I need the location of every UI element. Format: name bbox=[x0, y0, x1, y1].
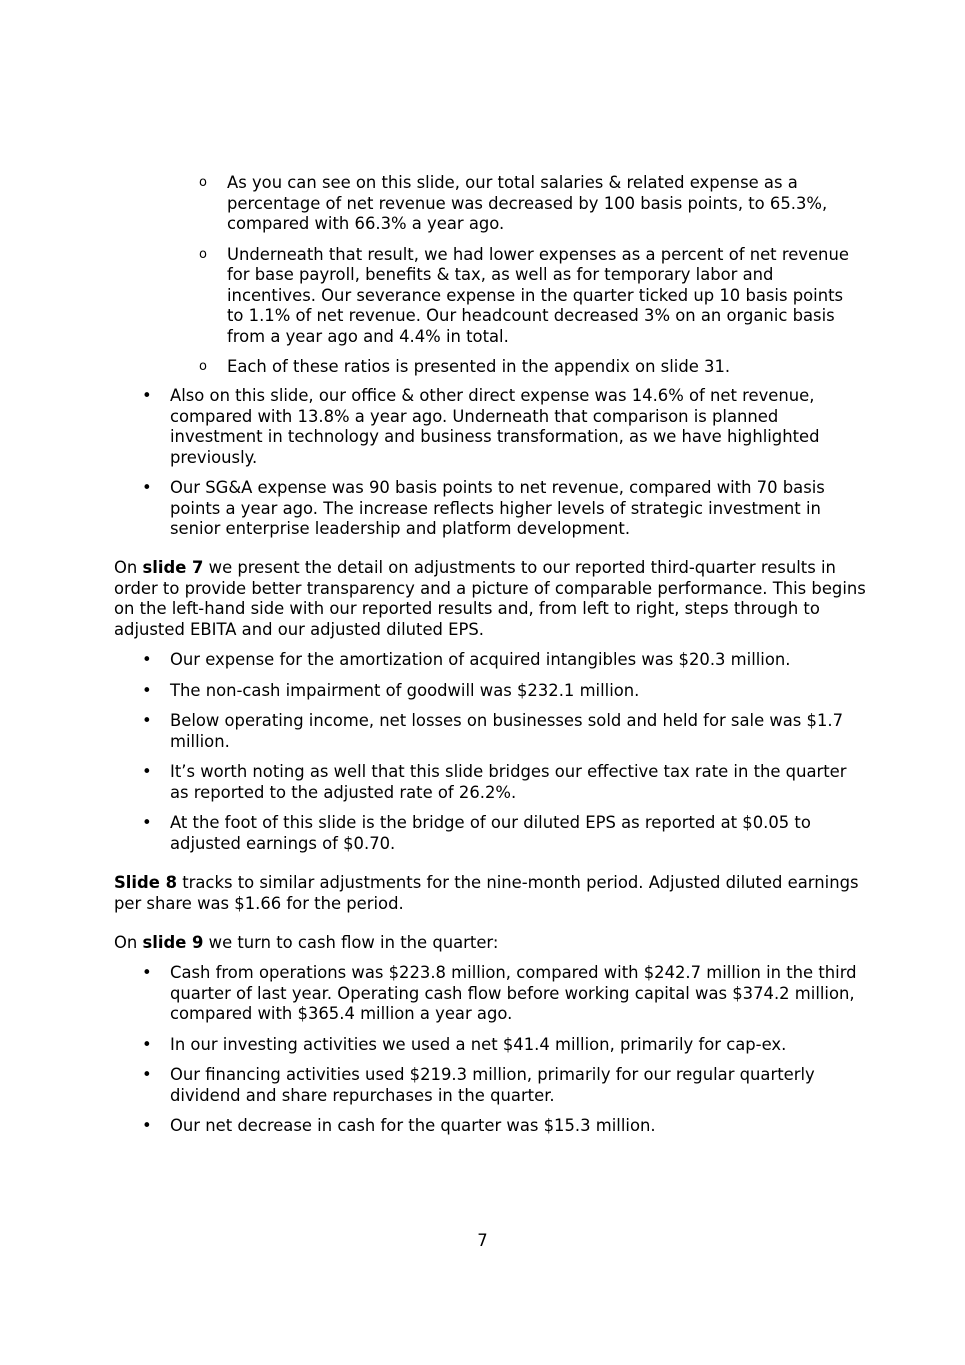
bullet-item bbox=[142, 681, 866, 702]
bullet-item bbox=[142, 813, 866, 854]
sub-bullet-list bbox=[199, 173, 864, 388]
sub-bullet-text: Each of these ratios is presented in the appendix on slide 31. bbox=[227, 357, 731, 376]
bullet-marker: • bbox=[142, 963, 152, 982]
bullet-text: Also on this slide, our office & other direct expense was 14.6% of net revenue, compared with 13.8% a year ago. Underneath that comparison is planned investment in technology and business transformation, as we have highlighted previously. bbox=[170, 386, 820, 467]
paragraph-slide-7 bbox=[114, 558, 866, 640]
bullet-text: Our SG&A expense was 90 basis points to net revenue, compared with 70 basis points a year ago. The increase reflects higher levels of strategic investment in senior enterprise leadership and platform development. bbox=[170, 478, 825, 538]
bullet-text: Below operating income, net losses on businesses sold and held for sale was $1.7 million. bbox=[170, 711, 844, 751]
bullet-text: Our expense for the amortization of acquired intangibles was $20.3 million. bbox=[170, 650, 791, 669]
bullet-text: Cash from operations was $223.8 million, compared with $242.7 million in the third quarter of last year. Operating cash flow before working capital was $374.2 million, compared with $365.4 million a year ago. bbox=[170, 963, 857, 1023]
bullet-item bbox=[142, 711, 866, 752]
bullet-item bbox=[142, 1035, 866, 1056]
bullet-item bbox=[142, 386, 866, 468]
paragraph-slide-9 bbox=[114, 933, 866, 954]
page-number: 7 bbox=[477, 1231, 488, 1250]
bullet-list-expenses bbox=[142, 386, 866, 550]
bullet-list-adjustments bbox=[142, 650, 866, 864]
hollow-bullet-marker: o bbox=[199, 246, 207, 262]
bullet-text: In our investing activities we used a net $41.4 million, primarily for cap-ex. bbox=[170, 1034, 787, 1054]
bullet-list-cash-flow bbox=[142, 963, 866, 1147]
bullet-marker: • bbox=[142, 478, 152, 497]
bullet-item bbox=[142, 1065, 866, 1106]
paragraph-slide-8 bbox=[114, 873, 866, 914]
bullet-item bbox=[142, 1116, 866, 1137]
bullet-text: At the foot of this slide is the bridge of our diluted EPS as reported at $0.05 to adjusted earnings of $0.70. bbox=[170, 813, 811, 853]
bullet-marker: • bbox=[142, 650, 152, 669]
slide-reference: Slide 8 bbox=[114, 873, 178, 892]
bullet-item bbox=[142, 650, 866, 671]
bullet-text: Our net decrease in cash for the quarter was $15.3 million. bbox=[170, 1116, 656, 1135]
bullet-text: Our financing activities used $219.3 million, primarily for our regular quarterly dividend and share repurchases in the quarter. bbox=[170, 1065, 815, 1105]
bullet-marker: • bbox=[142, 386, 152, 405]
bullet-marker: • bbox=[142, 1034, 152, 1054]
hollow-bullet-marker: o bbox=[199, 359, 207, 374]
sub-bullet-item bbox=[199, 173, 864, 235]
bullet-marker: • bbox=[142, 711, 152, 730]
bullet-item bbox=[142, 478, 866, 540]
bullet-marker: • bbox=[142, 680, 152, 700]
sub-bullet-text: As you can see on this slide, our total salaries & related expense as a percentage of net revenue was decreased by 100 basis points, to 65.3%, compared with 66.3% a year ago. bbox=[227, 173, 828, 233]
slide-reference: slide 9 bbox=[142, 933, 204, 952]
sub-bullet-text: Underneath that result, we had lower expenses as a percent of net revenue for base payroll, benefits & tax, as well as for temporary labor and incentives. Our severance expense in the quarter ticked up 10 basis points to 1.1% of net revenue. Our headcount decreased 3% on an organic basis from a year ago and 4.4% in total. bbox=[227, 244, 849, 346]
paragraph-body: we turn to cash flow in the quarter: bbox=[203, 933, 499, 952]
paragraph-body: tracks to similar adjustments for the nine-month period. Adjusted diluted earnings per share was $1.66 for the period. bbox=[114, 873, 859, 913]
sub-bullet-item bbox=[199, 245, 864, 348]
bullet-marker: • bbox=[142, 1116, 152, 1135]
bullet-text: It’s worth noting as well that this slide bridges our effective tax rate in the quarter as reported to the adjusted rate of 26.2%. bbox=[170, 762, 847, 802]
paragraph-prefix: On bbox=[114, 558, 143, 577]
hollow-bullet-marker: o bbox=[199, 175, 207, 190]
bullet-item bbox=[142, 963, 866, 1025]
slide-reference: slide 7 bbox=[142, 558, 204, 577]
bullet-marker: • bbox=[142, 813, 152, 832]
paragraph-prefix: On bbox=[114, 933, 143, 952]
paragraph-body: we present the detail on adjustments to our reported third-quarter results in order to provide better transparency and a picture of comparable performance. This begins on the left-hand side with our reported results and, from left to right, steps through to adjusted EBITA and our adjusted diluted EPS. bbox=[114, 558, 866, 639]
sub-bullet-item bbox=[199, 357, 864, 378]
bullet-text: The non-cash impairment of goodwill was $232.1 million. bbox=[170, 680, 640, 700]
bullet-marker: • bbox=[142, 1065, 152, 1084]
bullet-item bbox=[142, 762, 866, 803]
bullet-marker: • bbox=[142, 762, 152, 781]
